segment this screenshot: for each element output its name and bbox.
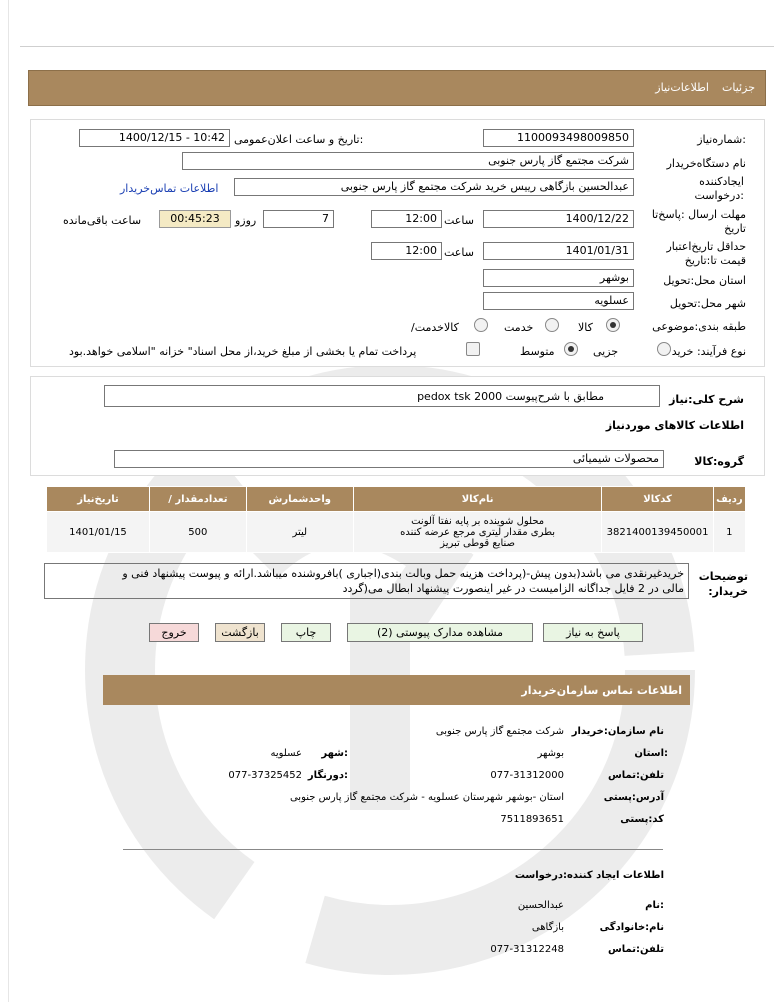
details-header-bar bbox=[28, 70, 766, 106]
buyer-contact-link[interactable]: اطلاعات تماس‌خریدار bbox=[120, 182, 219, 195]
contact-org-label: نام سازمان:خریدار bbox=[571, 726, 664, 737]
contact-postal-label: کد:پستی bbox=[620, 814, 664, 825]
buyer-org-label: نام دستگاه‌خریدار bbox=[666, 157, 746, 170]
contact-phone-label: تلفن:تماس bbox=[607, 770, 664, 781]
contact-header-title: اطلاعات تماس سازمان‌خریدار bbox=[521, 684, 682, 697]
contact-address-label: آدرس:پستی bbox=[603, 792, 664, 803]
contact-address-value: استان -بوشهر شهرستان عسلویه - شرکت مجتمع گاز پارس جنوبی bbox=[289, 792, 564, 803]
cell-item-code: 3821400139450001 bbox=[602, 512, 713, 553]
process-partial-label: جزیی bbox=[593, 345, 619, 358]
print-button[interactable]: چاپ bbox=[281, 623, 331, 642]
contact-province-value: بوشهر bbox=[537, 748, 564, 759]
page-left-border bbox=[8, 0, 9, 1002]
top-divider bbox=[20, 46, 774, 47]
contact-divider bbox=[123, 849, 663, 850]
city-field[interactable]: عسلویه bbox=[483, 292, 634, 310]
need-number-field[interactable]: 1100093498009850 bbox=[483, 129, 634, 147]
treasury-payment-checkbox[interactable] bbox=[466, 342, 480, 356]
tab-need-info[interactable]: اطلاعات‌نیاز bbox=[655, 81, 709, 94]
contact-province-label: استان: bbox=[634, 748, 668, 759]
validity-time-field[interactable]: 12:00 bbox=[371, 242, 442, 260]
back-button[interactable]: بازگشت bbox=[215, 623, 265, 642]
remaining-time-badge: 00:45:23 bbox=[159, 210, 231, 228]
items-section-title: اطلاعات کالاهای موردنیاز bbox=[605, 419, 744, 432]
contact-header-bar bbox=[103, 675, 690, 705]
creator-field[interactable]: عبدالحسین بازگاهی رییس خرید شرکت مجتمع گاز پارس جنوبی bbox=[234, 178, 634, 196]
buyer-notes-line1: خریدغیرنقدی می باشد(بدون پیش-(پرداخت هزینه حمل وبالت بندی(اجباری )بافروشنده میباشد.ارائه و پیوست پیشنهاد فنی و bbox=[122, 567, 684, 580]
category-goods-radio[interactable] bbox=[606, 318, 620, 332]
col-need-date: تاریخ‌نیاز bbox=[47, 487, 150, 512]
items-table bbox=[46, 486, 746, 553]
creator-name-value: عبدالحسین bbox=[517, 900, 564, 911]
contact-fax-label: دورنگار: bbox=[307, 770, 348, 781]
tab-details[interactable]: جزئیات bbox=[722, 81, 755, 94]
category-label: طبقه بندی:موضوعی bbox=[652, 320, 746, 333]
reply-to-need-button[interactable]: پاسخ به نیاز bbox=[543, 623, 643, 642]
creator-family-label: نام:خانوادگی bbox=[599, 922, 664, 933]
buyer-notes-label-line2: :خریدار bbox=[708, 585, 748, 598]
category-service-radio[interactable] bbox=[545, 318, 559, 332]
contact-city-label: شهر: bbox=[321, 748, 348, 759]
cell-quantity: 500 bbox=[149, 512, 246, 553]
reply-time-field[interactable]: 12:00 bbox=[371, 210, 442, 228]
items-table-header bbox=[47, 487, 746, 512]
announce-label: تاریخ و ساعت اعلان‌عمومی: bbox=[234, 133, 364, 146]
view-attachments-button[interactable]: مشاهده مدارک پیوستی (2) bbox=[347, 623, 533, 642]
contact-phone-value: 077-31312000 bbox=[490, 770, 564, 781]
col-item-code: کدکالا bbox=[602, 487, 713, 512]
creator-info-title: اطلاعات ایجاد کننده:درخواست bbox=[514, 870, 664, 881]
cell-need-date: 1401/01/15 bbox=[47, 512, 150, 553]
category-goods-service-radio[interactable] bbox=[474, 318, 488, 332]
validity-label-line1: حداقل تاریخ‌اعتبار bbox=[666, 240, 746, 253]
province-label: استان محل:تحویل bbox=[663, 274, 746, 287]
item-name-line1: محلول شوینده بر پایه نفتا آلونت bbox=[411, 515, 545, 527]
creator-name-label: نام: bbox=[645, 900, 664, 911]
cell-unit: لیتر bbox=[246, 512, 353, 553]
process-type-label: نوع فرآیند: خرید bbox=[671, 345, 746, 358]
announce-datetime-field[interactable]: 1400/12/15 - 10:42 bbox=[79, 129, 230, 147]
process-partial-radio[interactable] bbox=[657, 342, 671, 356]
item-name-line2: بطری مقدار لیتری مرجع عرضه کننده bbox=[400, 526, 556, 538]
city-label: شهر محل:تحویل bbox=[669, 297, 746, 310]
reply-date-field[interactable]: 1400/12/22 bbox=[483, 210, 634, 228]
buyer-org-field[interactable]: شرکت مجتمع گاز پارس جنوبی bbox=[182, 152, 634, 170]
validity-time-label: ساعت bbox=[444, 246, 474, 259]
exit-button[interactable]: خروج bbox=[149, 623, 199, 642]
col-unit: واحدشمارش bbox=[246, 487, 353, 512]
col-quantity: / تعدادمقدار bbox=[149, 487, 246, 512]
contact-fax-value: 077-37325452 bbox=[228, 770, 302, 781]
table-row bbox=[47, 512, 746, 553]
contact-org-value: شرکت مجتمع گاز پارس جنوبی bbox=[435, 726, 564, 737]
contact-postal-value: 7511893651 bbox=[500, 814, 564, 825]
item-name-line3: صنایع قوطی تبریز bbox=[440, 537, 516, 549]
summary-field[interactable]: pedox tsk 2000 مطابق با شرح‌پیوست bbox=[104, 385, 660, 407]
cell-row-number: 1 bbox=[713, 512, 745, 553]
category-goods-service-label: /کالا‌خدمت bbox=[411, 321, 459, 334]
col-item-name: نام‌کالا bbox=[353, 487, 602, 512]
creator-phone-value: 077-31312248 bbox=[490, 944, 564, 955]
creator-label-line1: ایجادکننده bbox=[699, 175, 744, 188]
category-goods-label: کالا bbox=[578, 321, 593, 334]
cell-item-name bbox=[353, 512, 602, 553]
reply-time-label: ساعت bbox=[444, 214, 474, 227]
reply-deadline-label-line2: تاریخ bbox=[724, 222, 746, 235]
creator-phone-label: تلفن:تماس bbox=[607, 944, 664, 955]
process-medium-label: متوسط bbox=[520, 345, 555, 358]
buyer-notes-box bbox=[44, 563, 689, 599]
remaining-label: ساعت باقی‌مانده bbox=[63, 214, 142, 227]
reply-deadline-label-line1: مهلت ارسال :پاسخ‌تا bbox=[651, 208, 746, 221]
col-row: ردیف bbox=[713, 487, 745, 512]
days-field[interactable]: 7 bbox=[263, 210, 334, 228]
days-label: روزو bbox=[235, 214, 257, 227]
goods-group-label: گروه:کالا bbox=[694, 455, 744, 468]
treasury-payment-label: پرداخت تمام یا بخشی از مبلغ خرید،از محل اسناد" خزانه "اسلامی خواهد.بود bbox=[69, 345, 417, 358]
goods-group-field[interactable]: محصولات شیمیائی bbox=[114, 450, 664, 468]
need-number-label: شماره‌نیاز: bbox=[697, 133, 746, 146]
validity-label-line2: قیمت تا:تاریخ bbox=[684, 254, 746, 267]
creator-family-value: بازگاهی bbox=[531, 922, 564, 933]
buyer-notes-line2: مالی در 2 فایل جداگانه الزامیست در غیر اینصورت پیشنهاد ابطال می(گردد bbox=[342, 582, 684, 595]
summary-label: شرح کلی:نیاز bbox=[669, 393, 744, 406]
province-field[interactable]: بوشهر bbox=[483, 269, 634, 287]
creator-label-line2: درخواست: bbox=[694, 189, 744, 202]
buyer-notes-label-line1: توضیحات bbox=[698, 570, 748, 583]
category-service-label: خدمت bbox=[504, 321, 534, 334]
process-medium-radio[interactable] bbox=[564, 342, 578, 356]
validity-date-field[interactable]: 1401/01/31 bbox=[483, 242, 634, 260]
contact-city-value: عسلویه bbox=[270, 748, 302, 759]
